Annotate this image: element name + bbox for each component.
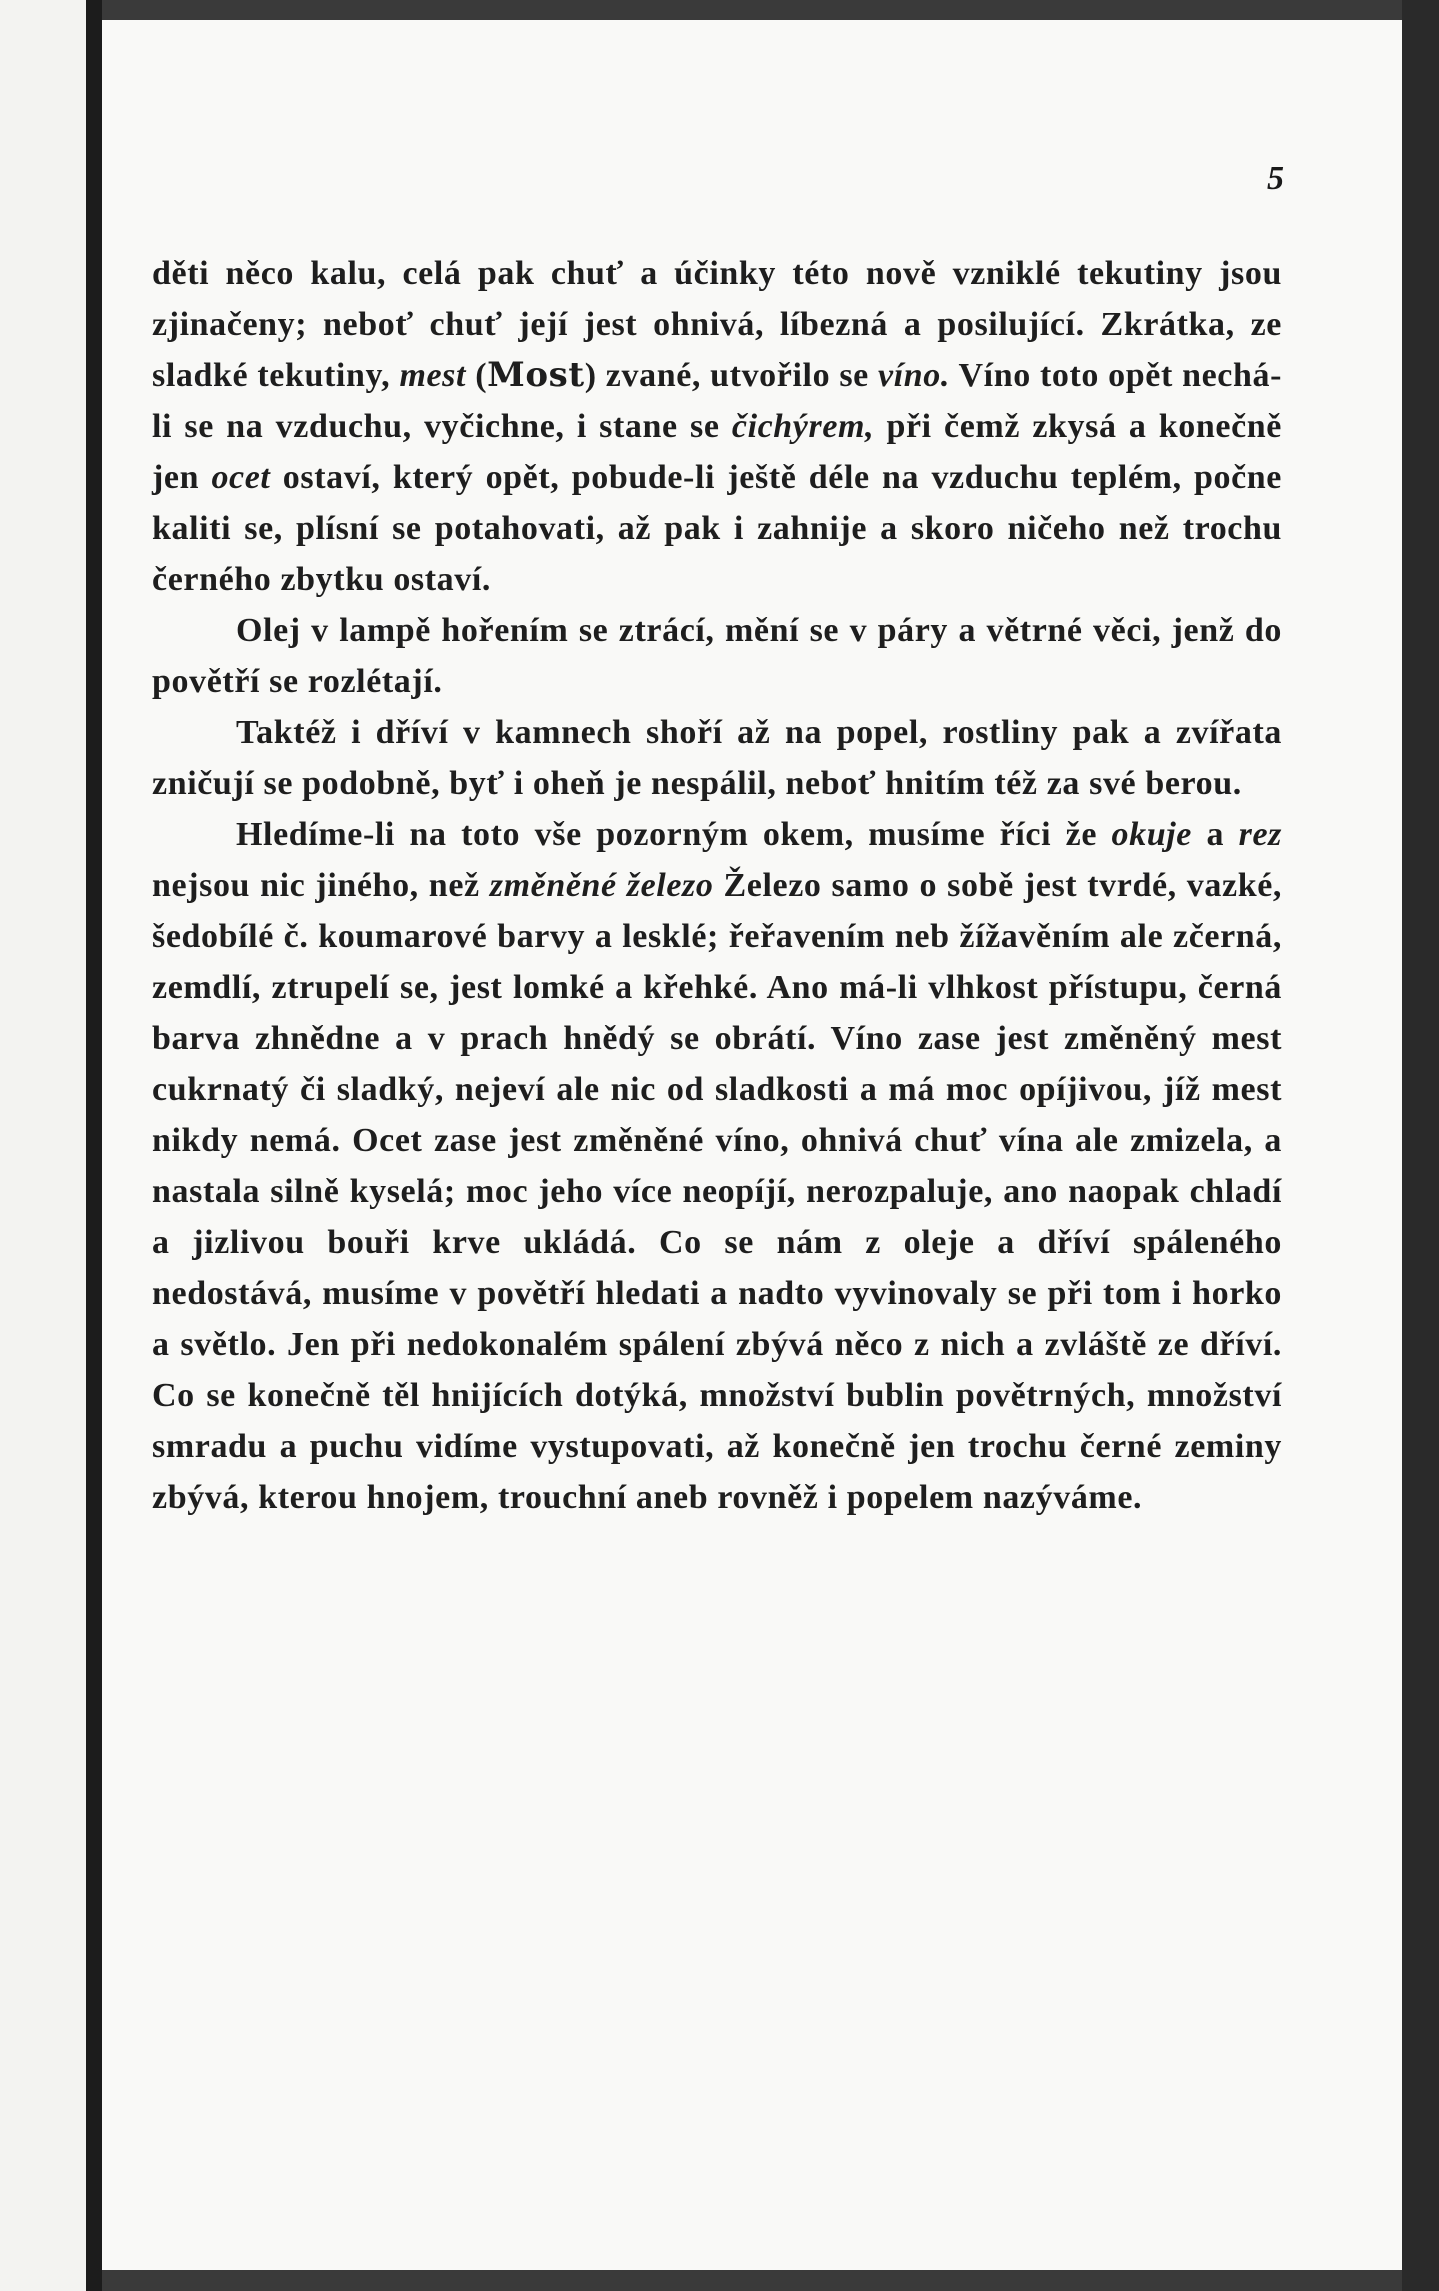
italic-term: mest (399, 357, 467, 394)
paragraph (152, 248, 1282, 605)
text-run: a (1192, 816, 1239, 853)
book-page (102, 20, 1402, 2270)
text-run: Taktéž i dříví v kamnech shoří až na popel, rostliny pak a zvířata zničují se podobně, byť i oheň je nespálil, neboť hnitím též za své berou. (152, 714, 1282, 802)
text-run: nejsou nic jiného, než (152, 867, 490, 904)
fraktur-term: Most (487, 355, 585, 395)
left-page-edge (0, 0, 86, 2291)
page-number: 5 (1267, 160, 1284, 197)
right-scan-border (1402, 0, 1439, 2291)
text-run: ostaví, který opět, pobude-li ještě déle na vzduchu teplém, počne kaliti se, plísní se potahovati, až pak i zahnije a skoro ničeho než trochu černého zbytku ostaví. (152, 459, 1282, 598)
body-text (152, 248, 1282, 1523)
text-run: ( (466, 357, 488, 394)
italic-term: víno. (878, 357, 950, 394)
text-run: Víno toto opět nechá-li se na vzduchu, vyčichne, i stane se (152, 357, 1282, 445)
text-run: Hledíme-li na toto vše pozorným okem, musíme říci že (236, 816, 1112, 853)
text-run: při čemž zkysá a konečně jen (152, 408, 1282, 496)
italic-term: rez (1238, 816, 1282, 853)
text-run: děti něco kalu, celá pak chuť a účinky této nově vzniklé tekutiny jsou zjinačeny; neboť chuť její jest ohnivá, líbezná a posilující. Zkrátka, ze sladké tekutiny, (152, 255, 1282, 394)
text-run: Železo samo o sobě jest tvrdé, vazké, šedobílé č. koumarové barvy a lesklé; řeřavením neb žížavěním ale zčerná, zemdlí, ztrupelí se, jest lomké a křehké. Ano má-li vlhkost přístupu, černá barva zhnědne a v prach hnědý se obrátí. Víno zase jest změněný mest cukrnatý či sladký, nejeví ale nic od sladkosti a má moc opíjivou, jíž mest nikdy nemá. Ocet zase jest změněné víno, ohnivá chuť vína ale zmizela, a nastala silně kyselá; moc jeho více neopíjí, nerozpaluje, ano naopak chladí a jizlivou bouři krve ukládá. Co se nám z oleje a dříví spáleného nedostává, musíme v povětří hledati a nadto vyvinovaly se při tom i horko a světlo. Jen při nedokonalém spálení zbývá něco z nich a zvláště ze dříví. Co se konečně těl hnijících dotýká, množství bublin povětrných, množství smradu a puchu vidíme vystupovati, až konečně jen trochu černé zeminy zbývá, kterou hnojem, trouchní aneb rovněž i popelem nazýváme. (152, 867, 1282, 1516)
text-run: Olej v lampě hořením se ztrácí, mění se v páry a větrné věci, jenž do povětří se rozlétají. (152, 612, 1282, 700)
italic-term: okuje (1111, 816, 1192, 853)
italic-term: změněné železo (489, 867, 714, 904)
italic-term: ocet (211, 459, 271, 496)
paragraph (152, 809, 1282, 1523)
text-run: ) zvané, utvořilo se (584, 357, 879, 394)
paragraph (152, 605, 1282, 707)
paragraph (152, 707, 1282, 809)
book-gutter (86, 0, 102, 2291)
italic-term: čichýrem, (731, 408, 875, 445)
